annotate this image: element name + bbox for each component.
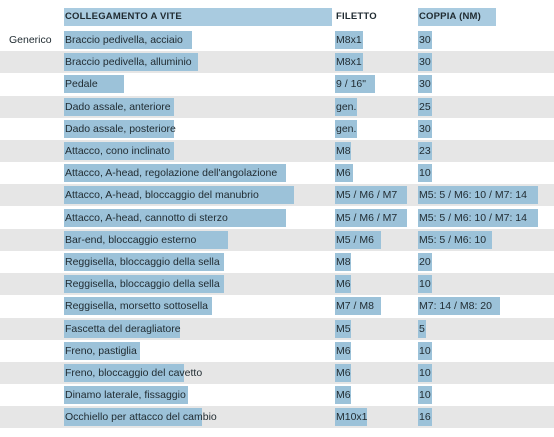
table-row [0, 273, 554, 295]
row-torque: 10 [419, 389, 431, 402]
table-row [0, 229, 554, 251]
row-thread: M5 / M6 / M7 [336, 211, 398, 224]
row-torque: M7: 14 / M8: 20 [419, 300, 492, 313]
table-row [0, 29, 554, 51]
row-component: Braccio pedivella, acciaio [65, 34, 183, 46]
row-torque: M5: 5 / M6: 10 / M7: 14 [419, 189, 527, 202]
table-row [0, 162, 554, 184]
row-thread: M8 [336, 256, 351, 268]
row-component: Attacco, cono inclinato [65, 145, 171, 157]
row-component: Braccio pedivella, alluminio [65, 56, 192, 69]
row-thread: M8x1 [336, 34, 362, 46]
row-component: Attacco, A-head, regolazione dell'angolazione [65, 167, 278, 180]
row-component: Freno, bloccaggio del cavetto [65, 367, 203, 379]
row-torque: M5: 5 / M6: 10 / M7: 14 [419, 211, 527, 224]
table-row [0, 184, 554, 206]
row-component: Pedale [65, 78, 98, 91]
table-row [0, 318, 554, 340]
row-component: Dado assale, posteriore [65, 122, 176, 135]
row-component: Fascetta del deragliatore [65, 322, 181, 335]
row-torque: M5: 5 / M6: 10 [419, 233, 487, 246]
row-torque: 30 [419, 78, 431, 91]
row-component: Reggisella, morsetto sottosella [65, 300, 208, 313]
table-row [0, 140, 554, 162]
row-component: Occhiello per attacco del cambio [65, 411, 217, 424]
table-row [0, 73, 554, 95]
row-component: Attacco, A-head, cannotto di sterzo [65, 211, 228, 224]
table-row [0, 96, 554, 118]
row-thread: M8 [336, 145, 351, 157]
header-thread: FILETTO [336, 11, 377, 22]
row-thread: M6 [336, 278, 351, 291]
row-thread: M5 / M6 / M7 [336, 189, 398, 202]
row-torque: 10 [419, 344, 431, 357]
table-row [0, 51, 554, 73]
row-torque: 10 [419, 278, 431, 291]
row-thread: gen. [336, 100, 357, 113]
row-component: Freno, pastiglia [65, 344, 137, 357]
header-torque: COPPIA (NM) [419, 11, 482, 22]
row-thread: M5 [336, 322, 351, 335]
row-component: Bar-end, bloccaggio esterno [65, 233, 197, 246]
row-torque: 25 [419, 100, 431, 113]
table-row [0, 362, 554, 384]
row-thread: M6 [336, 389, 351, 402]
table-row [0, 340, 554, 362]
row-torque: 30 [419, 34, 431, 46]
row-torque: 5 [419, 322, 425, 335]
table-row [0, 406, 554, 428]
row-thread: gen. [336, 122, 357, 135]
row-component: Reggisella, bloccaggio della sella [65, 256, 220, 268]
row-thread: 9 / 16" [336, 78, 366, 91]
row-torque: 10 [419, 367, 431, 379]
group-label: Generico [9, 34, 52, 46]
row-thread: M10x1 [336, 411, 368, 424]
row-torque: 16 [419, 411, 431, 424]
table-row [0, 251, 554, 273]
row-torque: 30 [419, 56, 431, 69]
row-torque: 10 [419, 167, 431, 180]
table-row [0, 384, 554, 406]
row-thread: M7 / M8 [336, 300, 374, 313]
row-thread: M6 [336, 167, 351, 180]
table-row [0, 207, 554, 229]
row-thread: M6 [336, 344, 351, 357]
row-thread: M5 / M6 [336, 233, 374, 246]
row-torque: 30 [419, 122, 431, 135]
row-component: Reggisella, bloccaggio della sella [65, 278, 220, 291]
row-torque: 23 [419, 145, 431, 157]
row-component: Dinamo laterale, fissaggio [65, 389, 186, 402]
row-thread: M8x1 [336, 56, 362, 69]
header-component: COLLEGAMENTO A VITE [65, 11, 182, 22]
row-component: Attacco, A-head, bloccaggio del manubrio [65, 189, 259, 202]
table-row [0, 295, 554, 317]
row-thread: M6 [336, 367, 351, 379]
row-torque: 20 [419, 256, 431, 268]
row-component: Dado assale, anteriore [65, 100, 171, 113]
table-header [0, 6, 554, 28]
table-row [0, 118, 554, 140]
